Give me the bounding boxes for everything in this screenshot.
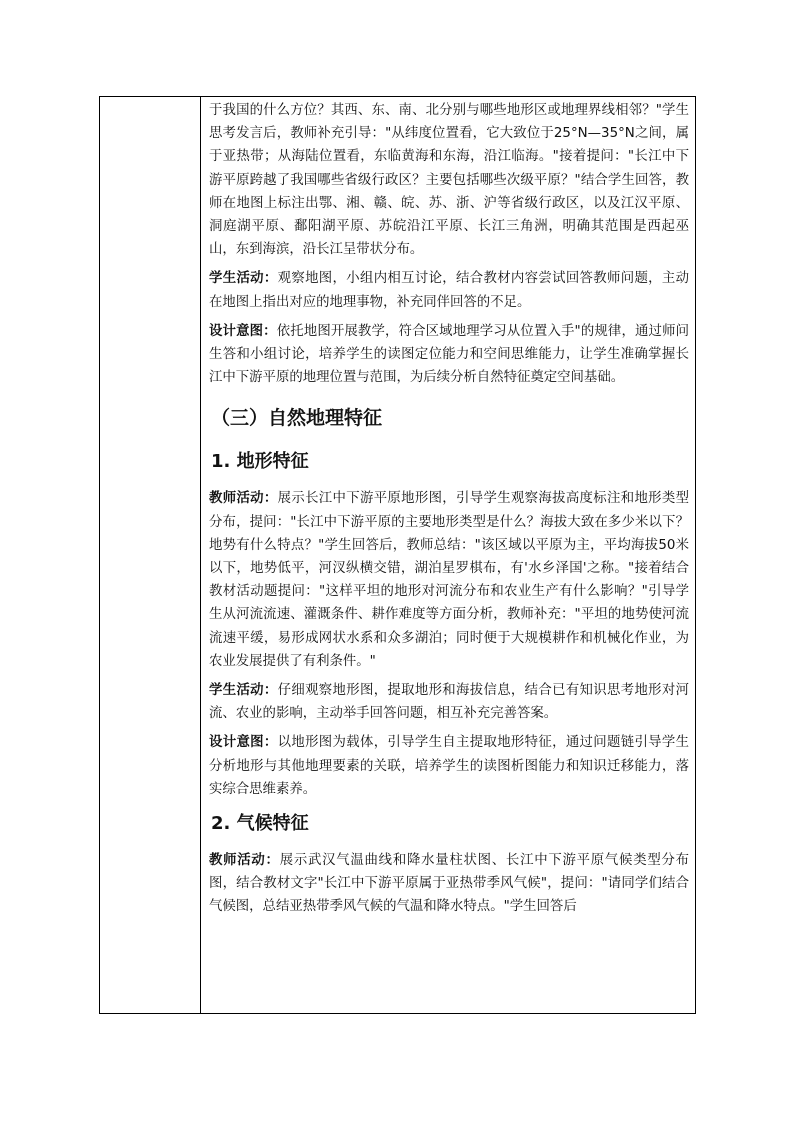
- student-activity-terrain: [209, 679, 689, 725]
- teacher-activity-terrain: [209, 487, 689, 673]
- teacher-activity-label: 教师活动：: [209, 853, 280, 869]
- design-intent-text: 以地形图为载体，引导学生自主提取地形特征，通过问题链引导学生分析地形与其他地理要素的关联，培养学生的读图析图能力和知识迁移能力，落实综合思维素养。: [209, 735, 690, 797]
- subheading-terrain: 1. 地形特征: [211, 451, 309, 473]
- section-heading-natural-features: （三）自然地理特征: [211, 407, 383, 430]
- design-intent-terrain: [209, 731, 689, 801]
- teacher-activity-climate: [209, 849, 689, 919]
- subheading-climate: 2. 气候特征: [211, 813, 309, 835]
- student-activity-text: 观察地图，小组内相互讨论，结合教材内容尝试回答教师问题，主动在地图上指出对应的地理事物，补充同伴回答的不足。: [209, 271, 690, 310]
- table-left-column: [100, 97, 201, 1013]
- design-intent-label: 设计意图：: [209, 735, 278, 751]
- teacher-activity-label: 教师活动：: [209, 491, 278, 507]
- lesson-table: [99, 96, 696, 1014]
- student-activity-1: [209, 267, 689, 313]
- student-activity-label: 学生活动：: [209, 271, 278, 287]
- location-paragraph: [209, 99, 689, 261]
- student-activity-label: 学生活动：: [209, 683, 278, 699]
- table-content-cell: [201, 97, 695, 1013]
- design-intent-1: [209, 320, 689, 390]
- design-intent-text: 依托地图开展教学，符合区域地理学习从位置入手"的规律，通过师问生答和小组讨论，培养学生的读图定位能力和空间思维能力，让学生准确掌握长江中下游平原的地理位置与范围，为后续分析自然特征奠定空间基础。: [209, 323, 689, 386]
- teacher-activity-text: 展示长江中下游平原地形图，引导学生观察海拔高度标注和地形类型分布，提问："长江中下游平原的主要地形类型是什么？海拔大致在多少米以下？地势有什么特点？"学生回答后，教师总结："该区域以平原为主，平均海拔50米以下，地势低平，河汊纵横交错，湖泊星罗棋布，有'水乡泽国'之称。"接着结合教材活动题提问："这样平坦的地形对河流分布和农业生产有什么影响？"引导学生从河流流速、灌溉条件、耕作难度等方面分析，教师补充："平坦的地势使河流流速平缓，易形成网状水系和众多湖泊；同时便于大规模耕作和机械化作业，为农业发展提供了有利条件。": [209, 491, 690, 669]
- student-activity-text: 仔细观察地形图，提取地形和海拔信息，结合已有知识思考地形对河流、农业的影响，主动举手回答问题，相互补充完善答案。: [209, 683, 690, 722]
- teacher-activity-text: 展示武汉气温曲线和降水量柱状图、长江中下游平原气候类型分布图，结合教材文字"长江中下游平原属于亚热带季风气候"，提问："请同学们结合气候图，总结亚热带季风气候的气温和降水特点。"学生回答后: [209, 853, 690, 915]
- location-text: 于我国的什么方位？其西、东、南、北分别与哪些地形区或地理界线相邻？"学生思考发言后，教师补充引导："从纬度位置看，它大致位于25°N—35°N之间，属于亚热带；从海陆位置看，东临黄海和东海，沿江临海。"接着提问："长江中下游平原跨越了我国哪些省级行政区？主要包括哪些次级平原？"结合学生回答，教师在地图上标注出鄂、湘、赣、皖、苏、浙、沪等省级行政区，以及江汉平原、洞庭湖平原、鄱阳湖平原、苏皖沿江平原、长江三角洲，明确其范围是西起巫山，东到海滨，沿长江呈带状分布。: [209, 103, 689, 258]
- design-intent-label: 设计意图：: [209, 323, 277, 339]
